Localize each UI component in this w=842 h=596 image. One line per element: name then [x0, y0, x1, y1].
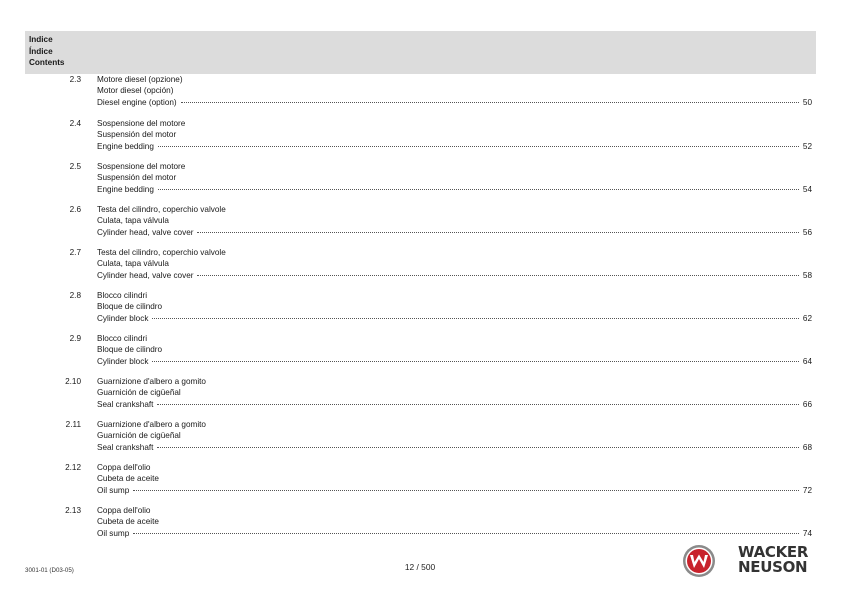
section-number: 2.3: [69, 75, 81, 84]
toc-entry[interactable]: [0, 161, 842, 201]
title-spanish: Cubeta de aceite: [97, 474, 159, 484]
toc-entry[interactable]: [0, 419, 842, 459]
title-english-row: [97, 313, 812, 324]
toc-entry[interactable]: [0, 333, 842, 373]
title-italian: Motore diesel (opzione): [97, 75, 183, 84]
title-spanish: Guarnición de cigüeñal: [97, 388, 181, 398]
title-spanish: Culata, tapa válvula: [97, 216, 169, 226]
title-english-row: [97, 399, 812, 410]
toc-header: [25, 31, 816, 74]
page-reference: 66: [802, 399, 812, 409]
title-english-row: [97, 270, 812, 281]
wacker-neuson-w-icon: [682, 544, 716, 578]
title-italian: Guarnizione d'albero a gomito: [97, 420, 206, 429]
header-title-es: Índice: [29, 46, 53, 56]
title-english: Oil sump: [97, 485, 130, 495]
toc-entry[interactable]: [0, 204, 842, 244]
page-reference: 72: [802, 485, 812, 495]
section-number: 2.12: [65, 463, 81, 472]
brand-logo-text: [738, 545, 818, 574]
toc-entry[interactable]: [0, 247, 842, 287]
dot-leader: [133, 489, 799, 491]
title-english: Diesel engine (option): [97, 97, 177, 107]
title-italian: Sospensione del motore: [97, 119, 186, 128]
page-reference: 62: [802, 313, 812, 323]
title-english: Cylinder head, valve cover: [97, 270, 194, 280]
page-reference: 68: [802, 442, 812, 452]
title-italian: Blocco cilindri: [97, 291, 148, 300]
dot-leader: [133, 532, 799, 534]
title-spanish: Suspensión del motor: [97, 173, 177, 183]
title-english: Cylinder block: [97, 313, 149, 323]
title-italian: Blocco cilindri: [97, 334, 148, 343]
dot-leader: [152, 317, 798, 319]
toc-entry[interactable]: [0, 376, 842, 416]
page-reference: 54: [802, 184, 812, 194]
dot-leader: [157, 446, 798, 448]
section-number: 2.5: [69, 162, 81, 171]
title-italian: Guarnizione d'albero a gomito: [97, 377, 206, 386]
title-english-row: [97, 184, 812, 195]
title-italian: Testa del cilindro, coperchio valvole: [97, 205, 226, 214]
page-reference: 50: [802, 97, 812, 107]
title-italian: Coppa dell'olio: [97, 506, 151, 515]
page-reference: 74: [802, 528, 812, 538]
title-english: Oil sump: [97, 528, 130, 538]
title-spanish: Culata, tapa válvula: [97, 259, 169, 269]
toc-entry[interactable]: [0, 118, 842, 158]
title-spanish: Bloque de cilindro: [97, 302, 163, 312]
toc-entry[interactable]: [0, 505, 842, 545]
dot-leader: [197, 231, 798, 233]
title-english-row: [97, 356, 812, 367]
title-italian: Testa del cilindro, coperchio valvole: [97, 248, 226, 257]
document-code: 3001-01 (D03-05): [25, 567, 74, 574]
header-title-it: Indice: [29, 35, 53, 44]
page-number: 12 / 500: [404, 562, 436, 572]
dot-leader: [152, 360, 798, 362]
dot-leader: [158, 188, 799, 190]
page-reference: 64: [802, 356, 812, 366]
title-italian: Coppa dell'olio: [97, 463, 151, 472]
title-english: Cylinder head, valve cover: [97, 227, 194, 237]
title-english: Cylinder block: [97, 356, 149, 366]
logo-line-wacker: WACKER: [738, 543, 809, 561]
header-title-en: Contents: [29, 58, 65, 67]
title-spanish: Bloque de cilindro: [97, 345, 163, 355]
section-number: 2.8: [69, 291, 81, 300]
toc-entry[interactable]: [0, 74, 842, 114]
toc-entry[interactable]: [0, 290, 842, 330]
section-number: 2.6: [69, 205, 81, 214]
title-english-row: [97, 442, 812, 453]
title-english: Seal crankshaft: [97, 442, 154, 452]
dot-leader: [158, 145, 799, 147]
title-italian: Sospensione del motore: [97, 162, 186, 171]
title-english: Seal crankshaft: [97, 399, 154, 409]
toc-entry[interactable]: [0, 462, 842, 502]
page-reference: 52: [802, 141, 812, 151]
title-english-row: [97, 528, 812, 539]
title-english-row: [97, 141, 812, 152]
title-spanish: Guarnición de cigüeñal: [97, 431, 181, 441]
section-number: 2.4: [69, 119, 81, 128]
title-spanish: Cubeta de aceite: [97, 517, 159, 527]
section-number: 2.10: [65, 377, 81, 386]
section-number: 2.7: [69, 248, 81, 257]
dot-leader: [181, 101, 799, 103]
page-reference: 56: [802, 227, 812, 237]
title-english-row: [97, 97, 812, 108]
dot-leader: [157, 403, 798, 405]
section-number: 2.9: [69, 334, 81, 343]
title-spanish: Motor diesel (opción): [97, 86, 174, 96]
title-spanish: Suspensión del motor: [97, 130, 177, 140]
title-english-row: [97, 227, 812, 238]
logo-line-neuson: NEUSON: [738, 557, 808, 576]
section-number: 2.11: [65, 420, 81, 429]
title-english: Engine bedding: [97, 141, 154, 151]
dot-leader: [197, 274, 798, 276]
page-reference: 58: [802, 270, 812, 280]
section-number: 2.13: [65, 506, 81, 515]
title-english: Engine bedding: [97, 184, 154, 194]
title-english-row: [97, 485, 812, 496]
